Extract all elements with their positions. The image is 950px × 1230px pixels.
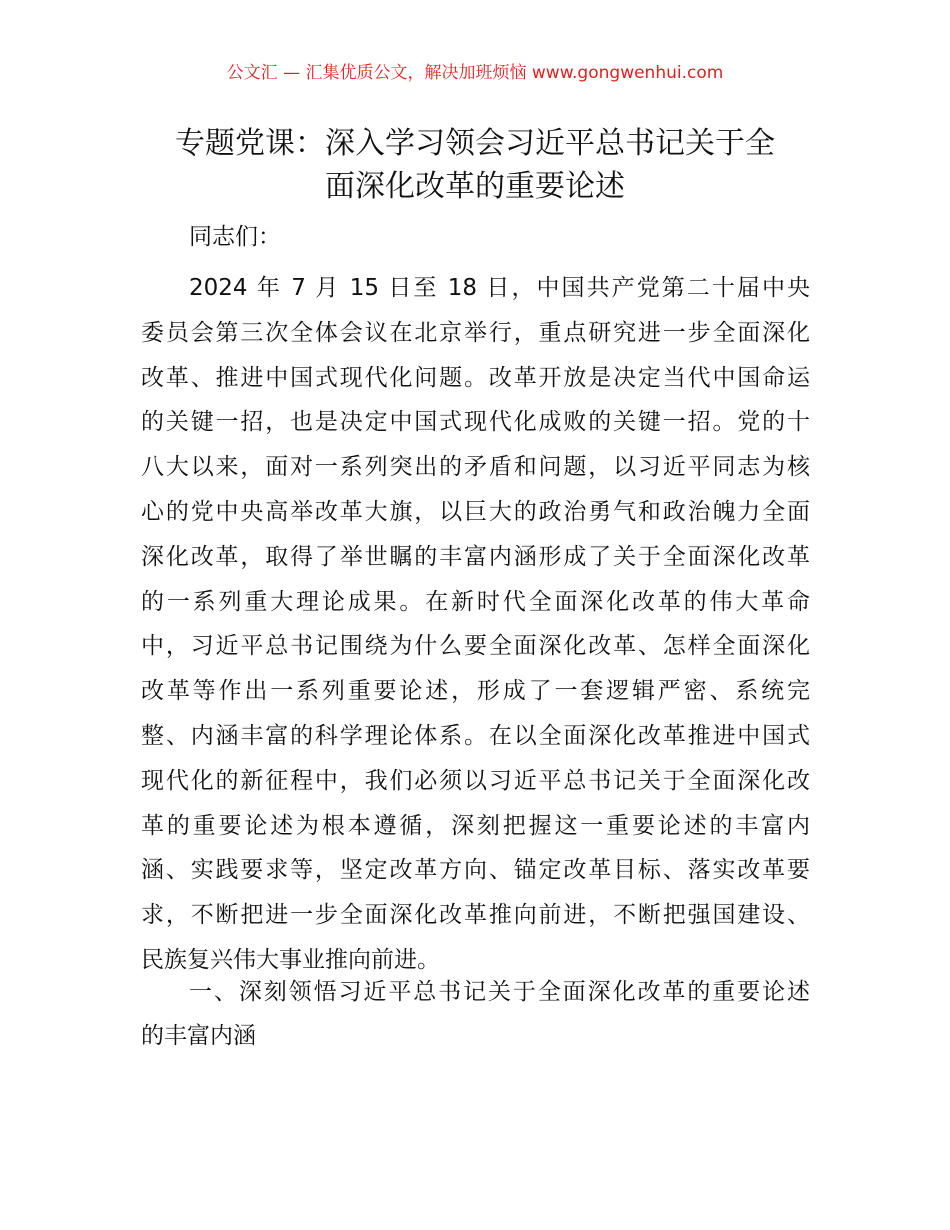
paragraph-line: 的关键一招，也是决定中国式现代化成败的关键一招。党的十 xyxy=(141,409,810,436)
paragraph-line: 2024 年 7 月 15 日至 18 日，中国共产党第二十届中央 xyxy=(189,275,810,301)
document-title-line-2: 面深化改革的重要论述 xyxy=(325,169,625,204)
heading-line: 的丰富内涵 xyxy=(141,1023,256,1049)
paragraph-line: 委员会第三次全体会议在北京举行，重点研究进一步全面深化 xyxy=(141,319,810,346)
paragraph-line: 整、内涵丰富的科学理论体系。在以全面深化改革推进中国式 xyxy=(141,723,810,749)
paragraph-line: 心的党中央高举改革大旗，以巨大的政治勇气和政治魄力全面 xyxy=(141,499,810,525)
paragraph-line: 革的重要论述为根本遵循，深刻把握这一重要论述的丰富内 xyxy=(141,812,810,839)
heading-line: 一、深刻领悟习近平总书记关于全面深化改革的重要论述 xyxy=(189,979,810,1005)
paragraph-line: 求，不断把进一步全面深化改革推向前进，不断把强国建设、 xyxy=(141,902,810,929)
document-title-line-1: 专题党课：深入学习领会习近平总书记关于全 xyxy=(175,126,775,161)
paragraph-line: 八大以来，面对一系列突出的矛盾和问题，以习近平同志为核 xyxy=(141,454,810,481)
paragraph-line: 中，习近平总书记围绕为什么要全面深化改革、怎样全面深化 xyxy=(141,633,810,660)
paragraph-line: 的一系列重大理论成果。在新时代全面深化改革的伟大革命 xyxy=(141,588,810,615)
salutation: 同志们： xyxy=(189,224,281,250)
paragraph-line: 涵、实践要求等，坚定改革方向、锚定改革目标、落实改革要 xyxy=(141,857,810,884)
paragraph-line: 改革、推进中国式现代化问题。改革开放是决定当代中国命运 xyxy=(141,364,810,391)
paragraph-line: 深化改革，取得了举世瞩的丰富内涵形成了关于全面深化改革 xyxy=(141,543,810,570)
paragraph-line: 民族复兴伟大事业推向前进。 xyxy=(141,947,440,973)
paragraph-line: 改革等作出一系列重要论述，形成了一套逻辑严密、系统完 xyxy=(141,678,810,705)
paragraph-line: 现代化的新征程中，我们必须以习近平总书记关于全面深化改 xyxy=(141,767,810,794)
watermark-header: 公文汇 — 汇集优质公文，解决加班烦恼 www.gongwenhui.com xyxy=(226,63,724,83)
